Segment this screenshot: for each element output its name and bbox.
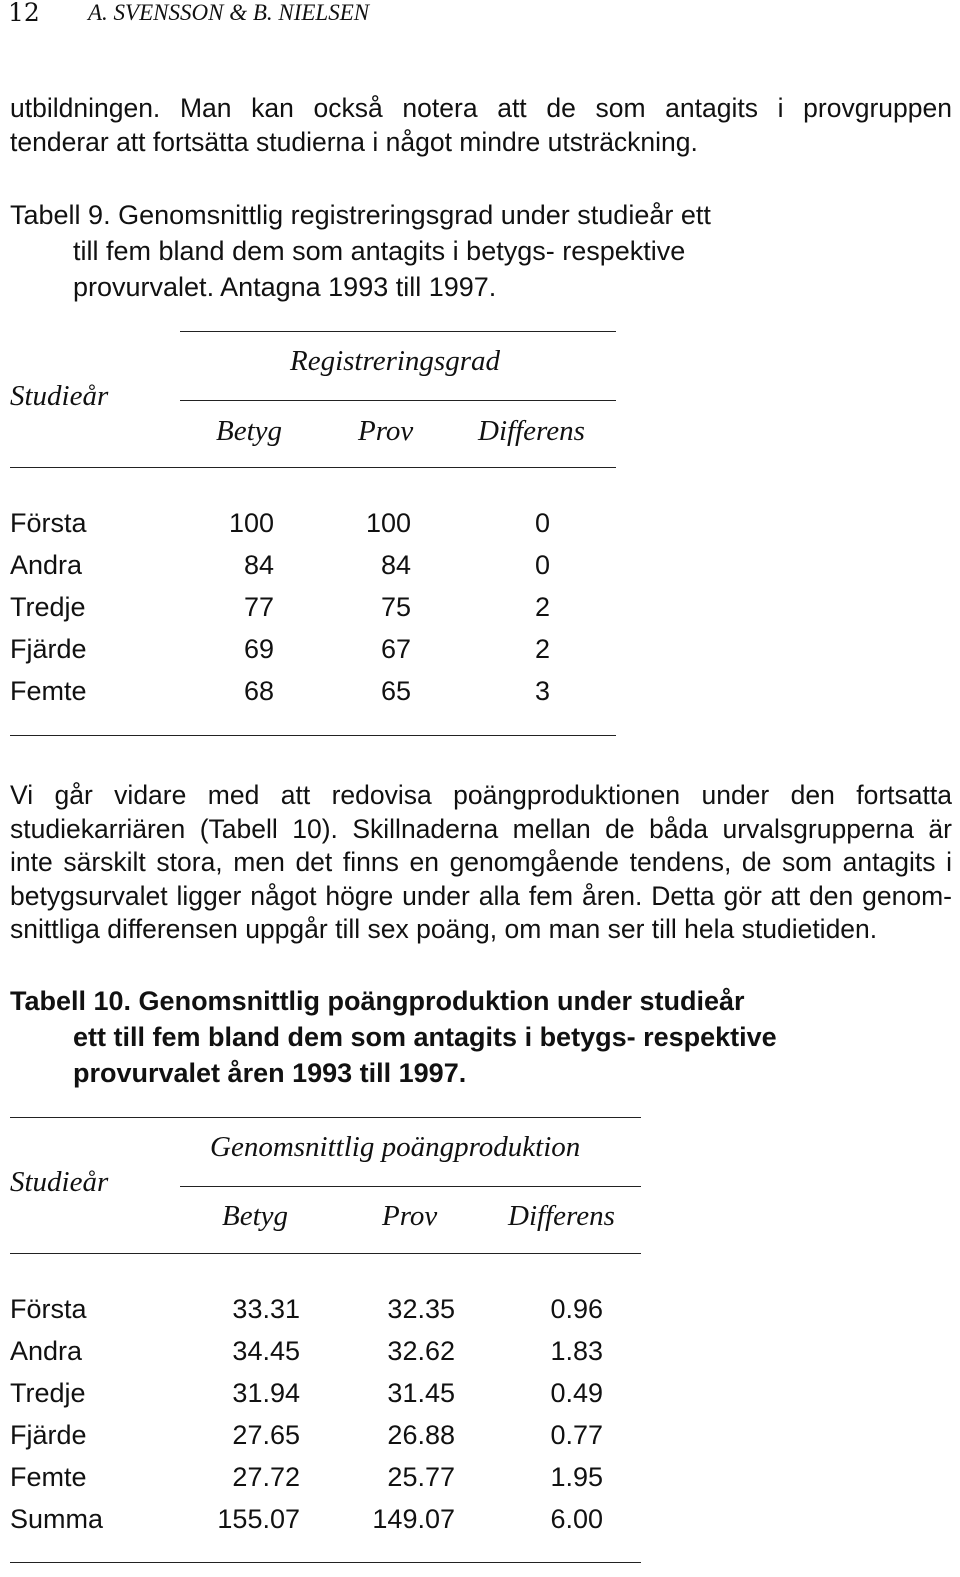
cell-prov: 65	[380, 676, 411, 706]
paragraph-line: snittliga differensen uppgår till sex poäng, om man ser till hela studietiden.	[10, 914, 878, 944]
cell-betyg: 155.07	[217, 1504, 300, 1534]
table-bottom-rule	[10, 735, 616, 736]
caption-line: Tabell 10. Genomsnittlig poängproduktion under studieår	[10, 986, 745, 1016]
paragraph-line: utbildningen. Man kan också notera att de som antagits i provgruppen	[10, 93, 952, 123]
cell-differens: 0.77	[550, 1420, 603, 1450]
table-bottom-rule	[10, 1562, 641, 1563]
paragraph-line: inte särskilt stora, men det finns en genomgående tendens, de som antagits i	[10, 847, 952, 877]
group-rule	[180, 1186, 641, 1187]
cell-differens: 0.49	[550, 1378, 603, 1408]
row-label: Andra	[10, 550, 83, 580]
row-label: Summa	[10, 1504, 104, 1534]
row-label: Femte	[10, 676, 87, 706]
row-label: Första	[10, 508, 87, 538]
cell-betyg: 34.45	[232, 1336, 300, 1366]
caption-line: provurvalet åren 1993 till 1997.	[73, 1058, 467, 1088]
cell-differens: 3	[534, 676, 550, 706]
row-label: Femte	[10, 1462, 87, 1492]
column-header-differens: Differens	[508, 1200, 615, 1232]
table-top-rule	[10, 1117, 641, 1118]
paragraph-line: studiekarriären (Tabell 10). Skillnaderna mellan de båda urvalsgrupperna är	[10, 813, 952, 844]
cell-prov: 32.62	[387, 1336, 455, 1366]
row-label: Tredje	[10, 1378, 86, 1408]
cell-betyg: 68	[243, 676, 274, 706]
paragraph-line: Vi går vidare med att redovisa poängproduktionen under den fortsatta	[10, 780, 952, 810]
group-rule	[180, 400, 616, 401]
cell-prov: 67	[380, 634, 411, 664]
paragraph-1	[10, 92, 952, 159]
cell-prov: 149.07	[372, 1504, 455, 1534]
cell-differens: 0.96	[550, 1294, 603, 1324]
cell-betyg: 27.72	[232, 1462, 300, 1492]
row-label: Fjärde	[10, 1420, 87, 1450]
cell-differens: 1.83	[550, 1336, 603, 1366]
caption-line: Tabell 9. Genomsnittlig registreringsgrad under studieår ett	[10, 200, 711, 230]
cell-differens: 0	[534, 550, 550, 580]
cell-prov: 31.45	[387, 1378, 455, 1408]
row-header: Studieår	[10, 1166, 109, 1198]
header-bottom-rule	[10, 1253, 641, 1254]
cell-differens: 1.95	[550, 1462, 603, 1492]
cell-prov: 84	[380, 550, 411, 580]
column-header-betyg: Betyg	[222, 1200, 289, 1232]
caption-line: till fem bland dem som antagits i betygs- respektive	[73, 236, 686, 266]
running-head-authors: A. SVENSSON & B. NIELSEN	[88, 0, 370, 25]
row-label: Tredje	[10, 592, 86, 622]
cell-betyg: 33.31	[232, 1294, 300, 1324]
cell-betyg: 69	[243, 634, 274, 664]
group-header: Registreringsgrad	[290, 345, 500, 377]
paragraph-line: betygsurvalet ligger något högre under alla fem åren. Detta gör att den genom-	[10, 880, 952, 911]
group-header: Genomsnittlig poängproduktion	[210, 1131, 581, 1163]
cell-betyg: 100	[228, 508, 274, 538]
cell-differens: 2	[534, 592, 550, 622]
caption-line: ett till fem bland dem som antagits i betygs- respektive	[73, 1022, 777, 1052]
cell-prov: 25.77	[387, 1462, 455, 1492]
cell-prov: 26.88	[387, 1420, 455, 1450]
cell-betyg: 84	[243, 550, 274, 580]
cell-prov: 32.35	[387, 1294, 455, 1324]
header-bottom-rule	[10, 467, 616, 468]
table-top-rule	[180, 331, 616, 332]
paragraph-line: tenderar att fortsätta studierna i något mindre utsträckning.	[10, 126, 698, 157]
column-header-differens: Differens	[478, 415, 585, 447]
table-10-caption	[10, 983, 777, 1091]
cell-prov: 75	[380, 592, 411, 622]
row-label: Fjärde	[10, 634, 87, 664]
cell-betyg: 27.65	[232, 1420, 300, 1450]
row-header: Studieår	[10, 380, 109, 412]
row-label: Andra	[10, 1336, 83, 1366]
cell-betyg: 31.94	[232, 1378, 300, 1408]
row-label: Första	[10, 1294, 87, 1324]
column-header-prov: Prov	[358, 415, 414, 447]
column-header-prov: Prov	[382, 1200, 438, 1232]
cell-betyg: 77	[243, 592, 274, 622]
page-number: 12	[8, 0, 40, 27]
cell-differens: 2	[534, 634, 550, 664]
cell-differens: 0	[534, 508, 550, 538]
cell-prov: 100	[365, 508, 411, 538]
column-header-betyg: Betyg	[216, 415, 283, 447]
cell-differens: 6.00	[550, 1504, 603, 1534]
table-9-caption	[10, 197, 711, 305]
paragraph-2	[10, 779, 952, 947]
caption-line: provurvalet. Antagna 1993 till 1997.	[73, 272, 497, 302]
